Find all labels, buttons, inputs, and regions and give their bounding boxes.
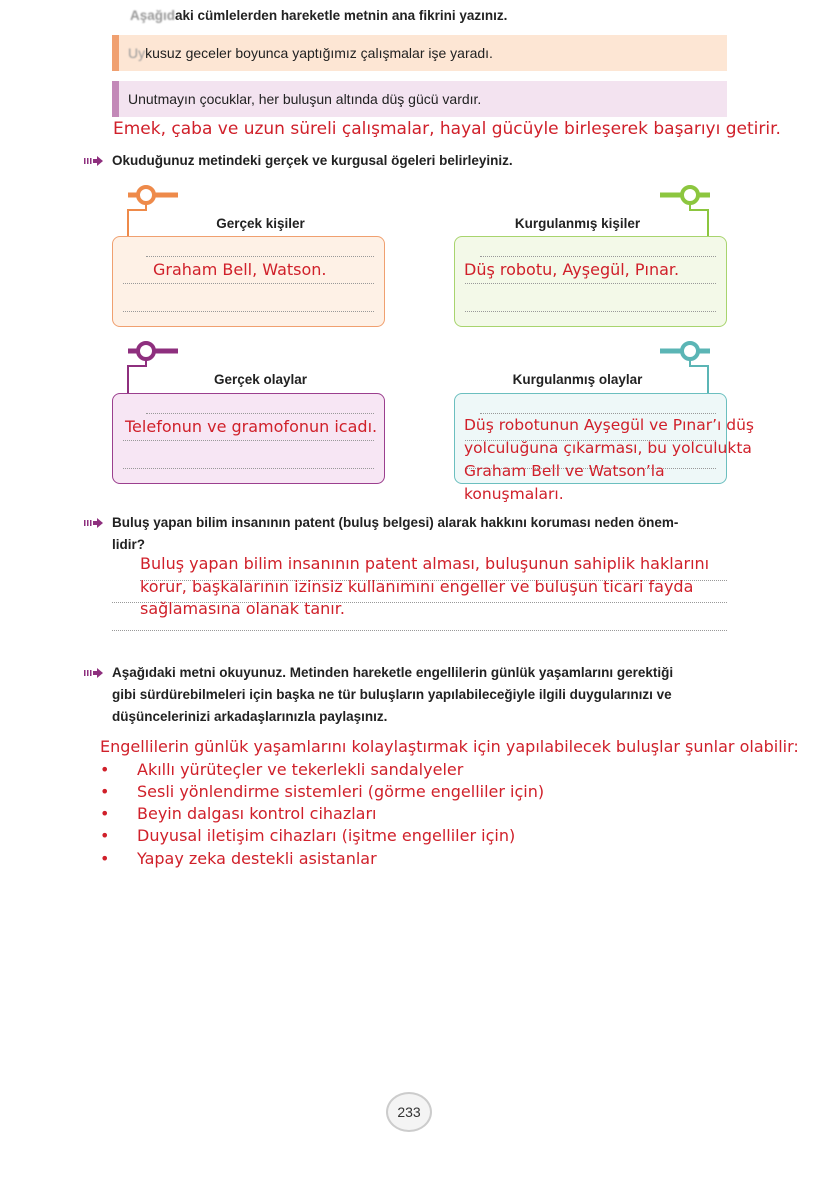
card-answer: Graham Bell, Watson.: [153, 260, 327, 279]
list-item: [100, 826, 515, 845]
arrow-bullet-icon: [84, 668, 104, 678]
card-fictional-events: [454, 393, 755, 503]
page-number: 233: [386, 1092, 432, 1132]
section3-question-line2: lidir?: [112, 537, 145, 552]
section4-question-line: düşüncelerinizi arkadaşlarınızla paylaşınız.: [112, 709, 388, 724]
section1-heading: [130, 5, 507, 27]
card-title-real-events: Gerçek olaylar: [213, 372, 308, 387]
list-item: [100, 804, 377, 823]
list-item: [100, 782, 544, 801]
list-item-text: Yapay zeka destekli asistanlar: [137, 849, 377, 868]
quote-text: kusuz geceler boyunca yaptığımız çalışmalar işe yaradı.: [145, 45, 493, 61]
card-answer: Telefonun ve gramofonun icadı.: [125, 417, 378, 436]
bullet: •: [100, 826, 110, 845]
bullet: •: [100, 804, 110, 823]
quote-box-1: [112, 35, 727, 71]
answer-intro: Engellilerin günlük yaşamlarını kolaylaştırmak için yapılabilecek buluşlar şunlar olabilir:: [100, 737, 799, 756]
card-real-events: [112, 393, 385, 484]
card-answer: Düş robotu, Ayşegül, Pınar.: [464, 260, 680, 279]
list-item-text: Beyin dalgası kontrol cihazları: [137, 804, 377, 823]
section2-question: Okuduğunuz metindeki gerçek ve kurgusal ögeleri belirleyiniz.: [112, 153, 513, 168]
quote-box-2: Unutmayın çocuklar, her buluşun altında düş gücü vardır.: [112, 81, 727, 117]
card-answer: Düş robotunun Ayşegül ve Pınar’ı düş yolculuğuna çıkarması, bu yolculukta Graham Bell ve Watson’la konuşmaları.: [464, 416, 755, 503]
arrow-bullet-icon: [84, 156, 104, 166]
list-item-text: Sesli yönlendirme sistemleri (görme engelliler için): [137, 782, 545, 801]
list-item: [100, 849, 377, 868]
section4-question-line: Aşağıdaki metni okuyunuz. Metinden hareketle engellilerin günlük yaşamlarını gerektiği: [112, 665, 674, 680]
card-title-fictional-events: Kurgulanmış olaylar: [512, 372, 643, 387]
bullet: •: [100, 760, 110, 779]
obscured-text: Uy: [128, 45, 146, 61]
card-title-real-people: Gerçek kişiler: [216, 216, 305, 231]
patent-answer: Buluş yapan bilim insanının patent alması, buluşunun sahiplik haklarını korur, başkalarının izinsiz kullanımını engeller ve buluşun ticari fayda sağlamasına olanak tanır.: [140, 554, 710, 618]
section3-question-line1: Buluş yapan bilim insanının patent (buluş belgesi) alarak hakkını koruması neden önem-: [112, 515, 679, 530]
card-real-people: [112, 236, 385, 327]
section4-question-line: gibi sürdürebilmeleri için başka ne tür buluşların yapılabileceğiyle ilgili duygularınızı ve: [112, 687, 672, 702]
arrow-bullet-icon: [84, 518, 104, 528]
card-title-fictional-people: Kurgulanmış kişiler: [514, 216, 641, 231]
list-item: [100, 760, 463, 779]
bullet: •: [100, 782, 110, 801]
card-fictional-people: [454, 236, 727, 327]
list-item-text: Duyusal iletişim cihazları (işitme engelliler için): [137, 826, 516, 845]
main-idea-answer: Emek, çaba ve uzun süreli çalışmalar, hayal gücüyle birleşerek başarıyı getirir.: [113, 119, 781, 139]
bullet: •: [100, 849, 110, 868]
obscured-text: Aşağıd: [130, 8, 176, 23]
heading-text: aki cümlelerden hareketle metnin ana fikrini yazınız.: [175, 8, 508, 23]
list-item-text: Akıllı yürüteçler ve tekerlekli sandalyeler: [137, 760, 464, 779]
